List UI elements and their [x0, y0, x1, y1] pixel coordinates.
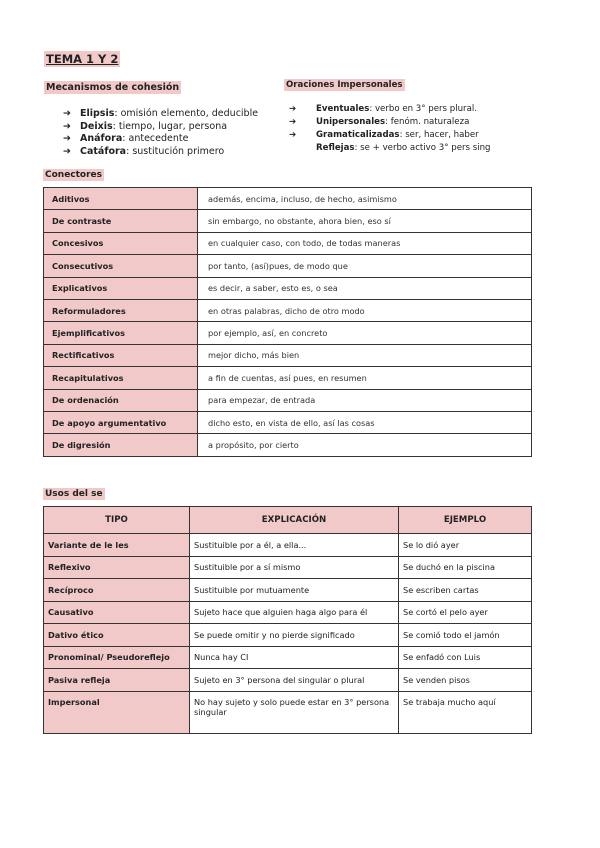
se-ejemplo: Se lo dió ayer: [399, 534, 532, 557]
conector-examples: además, encima, incluso, de hecho, asimismo: [198, 188, 532, 210]
arrow-icon: ➔: [63, 133, 71, 144]
impersonales-heading: Oraciones Impersonales: [286, 80, 403, 90]
conector-type: De apoyo argumentativo: [44, 411, 198, 433]
table-row: [44, 601, 532, 624]
list-item: [289, 129, 491, 142]
conector-examples: a propósito, por cierto: [198, 434, 532, 456]
se-tipo: Dativo ético: [44, 624, 190, 647]
term: Gramaticalizadas: [316, 130, 400, 140]
table-row: [44, 691, 532, 733]
table-row: [44, 624, 532, 647]
conector-type: De digresión: [44, 434, 198, 456]
se-tipo: Pronominal/ Pseudoreflejo: [44, 646, 190, 669]
table-row: [44, 411, 532, 433]
table-row: [44, 344, 532, 366]
arrow-icon: ➔: [289, 117, 297, 127]
conector-examples: sin embargo, no obstante, ahora bien, eso sí: [198, 210, 532, 232]
page-title: TEMA 1 Y 2: [46, 52, 119, 66]
arrow-icon: ➔: [63, 108, 71, 119]
se-explicacion: Sujeto hace que alguien haga algo para él: [190, 601, 399, 624]
desc: : omisión elemento, deducible: [114, 108, 259, 119]
table-row: [44, 669, 532, 692]
se-explicacion: Sustituible por a él, a ella...: [190, 534, 399, 557]
se-tipo: Recíproco: [44, 579, 190, 602]
se-ejemplo: Se comió todo el jamón: [399, 624, 532, 647]
arrow-icon: ➔: [289, 104, 297, 114]
table-row: [44, 556, 532, 579]
conector-examples: mejor dicho, más bien: [198, 344, 532, 366]
se-ejemplo: Se cortó el pelo ayer: [399, 601, 532, 624]
se-tipo: Pasiva refleja: [44, 669, 190, 692]
se-tipo: Variante de le les: [44, 534, 190, 557]
term: Catáfora: [80, 145, 127, 157]
se-explicacion: Nunca hay CI: [190, 646, 399, 669]
list-item: [289, 116, 491, 129]
conector-type: De ordenación: [44, 389, 198, 411]
conector-type: Aditivos: [44, 188, 198, 210]
table-header-row: [44, 507, 532, 534]
table-row: [44, 255, 532, 277]
term: Anáfora: [80, 133, 123, 144]
desc: : sustitución primero: [126, 145, 225, 157]
se-ejemplo: Se duchó en la piscina: [399, 556, 532, 579]
conector-examples: por tanto, (así)pues, de modo que: [198, 255, 532, 277]
term: Unipersonales: [316, 117, 386, 127]
se-tipo: Impersonal: [44, 691, 190, 733]
se-explicacion: Sustituible por a sí mismo: [190, 556, 399, 579]
table-row: [44, 322, 532, 344]
list-item: [63, 121, 258, 134]
list-item: [63, 146, 258, 159]
desc: : ser, hacer, haber: [399, 130, 479, 140]
table-row: [44, 434, 532, 456]
list-item: [289, 103, 491, 116]
list-item: [289, 142, 491, 155]
table-row: [44, 277, 532, 299]
table-row: [44, 188, 532, 210]
se-tipo: Reflexivo: [44, 556, 190, 579]
conector-type: Concesivos: [44, 232, 198, 254]
table-row: [44, 579, 532, 602]
term: Reflejas: [316, 143, 355, 153]
se-ejemplo: Se trabaja mucho aquí: [399, 691, 532, 733]
desc: : fenóm. naturaleza: [385, 117, 470, 127]
usos-se-table: [43, 506, 532, 734]
conectores-heading: Conectores: [45, 170, 103, 180]
table-row: [44, 646, 532, 669]
conector-type: Ejemplificativos: [44, 322, 198, 344]
conector-type: Reformuladores: [44, 299, 198, 321]
se-explicacion: Se puede omitir y no pierde significado: [190, 624, 399, 647]
desc: : antecedente: [122, 133, 189, 144]
table-row: [44, 389, 532, 411]
se-explicacion: No hay sujeto y solo puede estar en 3° persona singular: [190, 691, 399, 733]
desc: : verbo en 3° pers plural.: [369, 104, 477, 114]
table-row: [44, 534, 532, 557]
table-row: [44, 210, 532, 232]
cohesion-heading: Mecanismos de cohesión: [46, 82, 180, 93]
col-explicacion: EXPLICACIÓN: [190, 507, 399, 534]
conector-examples: es decir, a saber, esto es, o sea: [198, 277, 532, 299]
conector-type: Recapitulativos: [44, 367, 198, 389]
conector-type: Explicativos: [44, 277, 198, 299]
col-tipo: TIPO: [44, 507, 190, 534]
desc: : se + verbo activo 3° pers sing: [354, 143, 491, 153]
arrow-icon: ➔: [63, 120, 71, 132]
cohesion-list: [63, 108, 258, 158]
conector-examples: en cualquier caso, con todo, de todas maneras: [198, 232, 532, 254]
desc: : tiempo, lugar, persona: [112, 120, 228, 132]
impersonales-list: [289, 103, 491, 155]
table-row: [44, 367, 532, 389]
table-row: [44, 232, 532, 254]
col-ejemplo: EJEMPLO: [399, 507, 532, 534]
conector-examples: dicho esto, en vista de ello, así las cosas: [198, 411, 532, 433]
arrow-icon: ➔: [63, 145, 71, 157]
list-item: [63, 108, 258, 121]
usos-se-heading: Usos del se: [45, 489, 103, 499]
table-row: [44, 299, 532, 321]
se-explicacion: Sujeto en 3° persona del singular o plural: [190, 669, 399, 692]
conector-examples: a fin de cuentas, así pues, en resumen: [198, 367, 532, 389]
se-ejemplo: Se venden pisos: [399, 669, 532, 692]
term: Eventuales: [316, 104, 370, 114]
conector-examples: por ejemplo, así, en concreto: [198, 322, 532, 344]
conectores-table: [43, 187, 532, 457]
term: Deixis: [80, 120, 113, 132]
se-ejemplo: Se enfadó con Luis: [399, 646, 532, 669]
conector-examples: en otras palabras, dicho de otro modo: [198, 299, 532, 321]
term: Elipsis: [80, 108, 115, 119]
conector-examples: para empezar, de entrada: [198, 389, 532, 411]
conector-type: De contraste: [44, 210, 198, 232]
arrow-icon: ➔: [289, 130, 297, 140]
se-explicacion: Sustituible por mutuamente: [190, 579, 399, 602]
conector-type: Rectificativos: [44, 344, 198, 366]
se-tipo: Causativo: [44, 601, 190, 624]
se-ejemplo: Se escriben cartas: [399, 579, 532, 602]
list-item: [63, 133, 258, 146]
conector-type: Consecutivos: [44, 255, 198, 277]
